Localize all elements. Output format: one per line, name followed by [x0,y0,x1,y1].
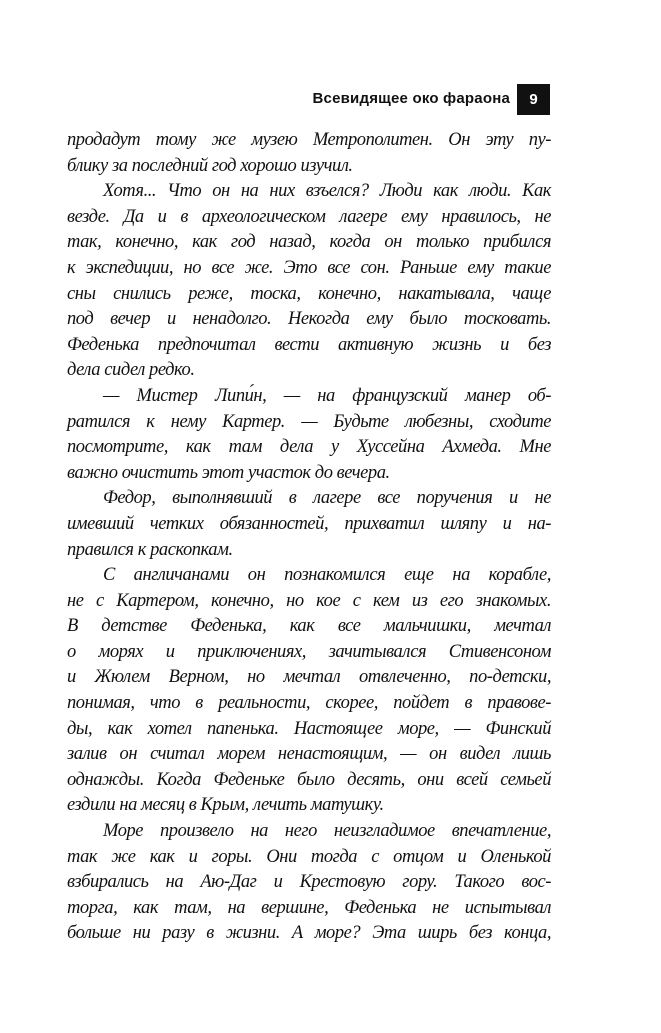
text-line: ды, как хотел папенька. Настоящее море, — Финский [67,718,551,739]
text-line: В детстве Феденька, как все мальчишки, мечтал [67,616,551,637]
text-line: Хотя... Что он на них взъелся? Люди как люди. Как [103,181,551,202]
text-line: блику за последний год хорошо изучил. [67,155,353,176]
running-header [0,84,661,118]
text-line: везде. Да и в археологическом лагере ему нравилось, не [67,206,551,227]
text-line: посмотрите, как там дела у Хуссейна Ахмеда. Мне [67,437,551,458]
text-line: дела сидел редко. [67,360,195,381]
text-line: — Мистер Липи́н, — на французский манер об- [103,385,551,406]
text-line: не с Картером, конечно, но кое с кем из его знакомых. [67,590,551,611]
text-line: так, конечно, как год назад, когда он только прибился [67,232,551,253]
text-line: Феденька предпочитал вести активную жизнь и без [67,334,551,355]
page-number: 9 [529,91,538,108]
text-line: С англичанами он познакомился еще на корабле, [103,565,551,586]
text-line: так же как и горы. Они тогда с отцом и Оленькой [67,846,551,867]
running-title: Всевидящее око фараона [312,90,510,107]
text-line: торга, как там, на вершине, Феденька не испытывал [67,897,551,918]
text-line: понимая, что в реальности, скорее, пойдет в правове- [67,693,551,714]
text-line: продадут тому же музею Метрополитен. Он эту пу- [67,130,551,150]
text-line: под вечер и ненадолго. Некогда ему было тосковать. [67,309,551,330]
text-line: Федор, выполнявший в лагере все поручения и не [103,488,551,509]
text-line: правился к раскопкам. [67,539,233,560]
text-line: о морях и приключениях, зачитывался Стивенсоном [67,641,551,662]
text-line: ратился к нему Картер. — Будьте любезны, сходите [67,411,551,432]
text-line: имевший четких обязанностей, прихватил шляпу и на- [67,513,551,534]
text-line: сны снились реже, тоска, конечно, накатывала, чаще [67,283,551,304]
text-line: к экспедиции, но все же. Это все сон. Раньше ему такие [67,257,551,278]
text-line: залив он считал морем ненастоящим, — он видел лишь [67,744,551,765]
text-line: однажды. Когда Феденьке было десять, они всей семьей [67,769,551,790]
text-line: Море произвело на него неизгладимое впечатление, [103,821,551,842]
text-line: и Жюлем Верном, но мечтал отвлеченно, по-детски, [67,667,551,688]
text-line: ездили на месяц в Крым, лечить матушку. [67,795,384,816]
text-line: больше ни разу в жизни. А море? Эта ширь без конца, [67,923,551,944]
body-text [67,128,551,947]
text-line: важно очистить этот участок до вечера. [67,462,390,483]
page-number-box [517,84,550,115]
text-line: взбирались на Аю-Даг и Крестовую гору. Такого вос- [67,872,551,893]
